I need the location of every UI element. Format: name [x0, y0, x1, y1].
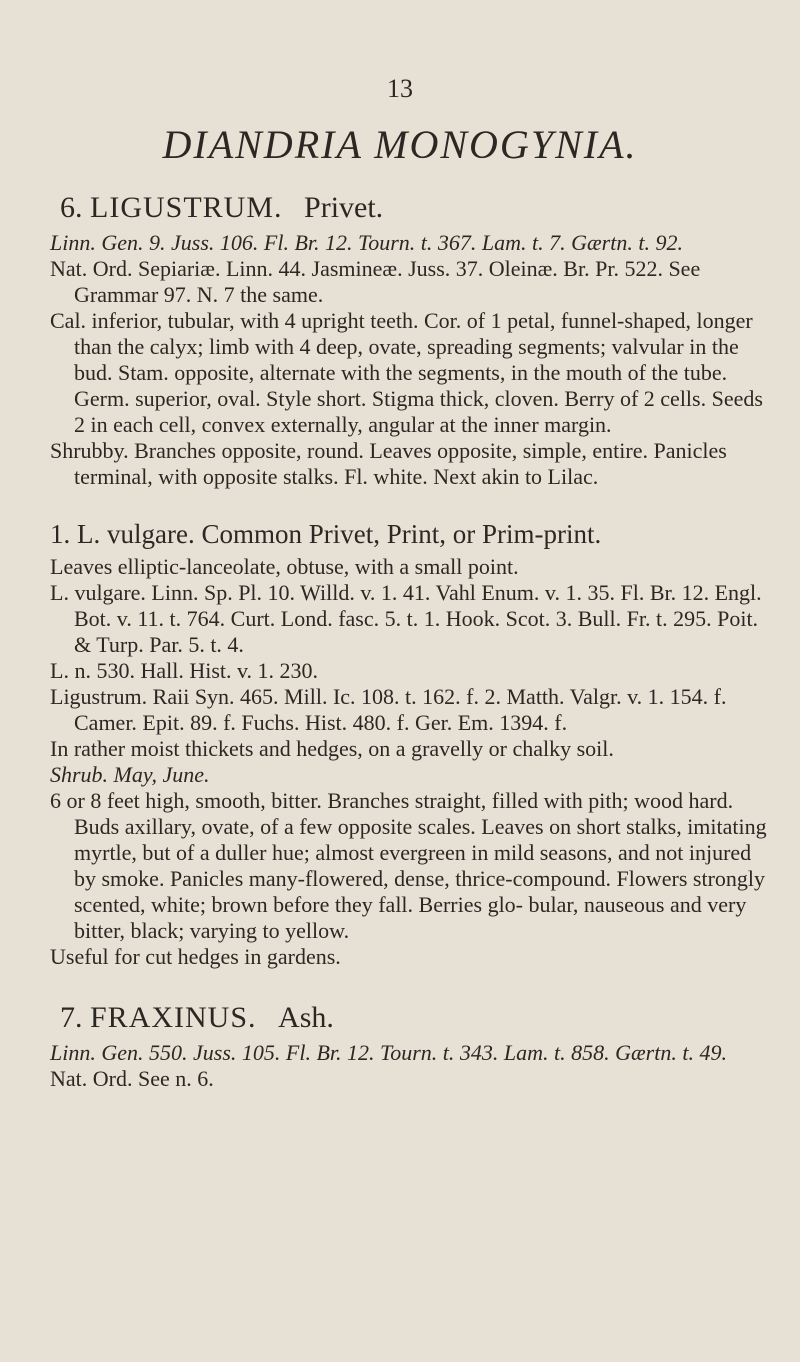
page-number: 13 — [387, 74, 413, 103]
species-flowering: Shrub. May, June. — [50, 762, 210, 787]
genus-number: 7. — [60, 1001, 83, 1034]
genus-heading-ligustrum — [60, 192, 768, 224]
genus-references: Linn. Gen. 550. Juss. 105. Fl. Br. 12. Tourn. t. 343. Lam. t. 858. Gærtn. t. 49. — [50, 1040, 727, 1065]
species-use: Useful for cut hedges in gardens. — [50, 944, 341, 969]
synonym-list-1: L. vulgare. Linn. Sp. Pl. 10. Willd. v. 1. 41. Vahl Enum. v. 1. 35. Fl. Br. 12. Engl. Bot. v. 11. t. 764. Curt. Lond. fasc. 5. t. 1. Hook. Scot. 3. Bull. Fr. t. 295. Poit. & Turp. Par. 5. t. 4. — [50, 580, 762, 657]
synonym-list-1b: L. n. 530. Hall. Hist. v. 1. 230. — [50, 658, 319, 683]
genus-number: 6. — [60, 191, 83, 224]
natural-order: Nat. Ord. Sepiariæ. Linn. 44. Jasmineæ. Juss. 37. Oleinæ. Br. Pr. 522. See Grammar 97. N. 7 the same. — [50, 256, 701, 307]
generic-character: Cal. inferior, tubular, with 4 upright teeth. Cor. of 1 petal, funnel-shaped, longer than the calyx; limb with 4 deep, ovate, spreading segments; valvular in the bud. Stam. opposite, alternate with the segments, in the mouth of the tube. Germ. superior, oval. Style short. Stigma thick, cloven. Berry of 2 cells. Seeds 2 in each cell, convex externally, angular at the inner margin. — [50, 308, 763, 437]
genus-heading-fraxinus — [60, 1002, 768, 1034]
synonym-list-2: Ligustrum. Raii Syn. 465. Mill. Ic. 108. t. 162. f. 2. Matth. Valgr. v. 1. 154. f. Camer. Epit. 89. f. Fuchs. Hist. 480. f. Ger. Em. 1394. f. — [50, 684, 727, 735]
genus-name: LIGUSTRUM. — [90, 191, 283, 224]
running-head: DIANDRIA MONOGYNIA. — [162, 122, 638, 167]
species-habitat: In rather moist thickets and hedges, on a gravelly or chalky soil. — [50, 736, 614, 761]
species-heading: 1. L. vulgare. Common Privet, Print, or Prim-print. — [50, 519, 602, 549]
genus-common-name: Privet. — [304, 191, 384, 224]
genus-common-name: Ash. — [278, 1001, 334, 1034]
genus-references: Linn. Gen. 9. Juss. 106. Fl. Br. 12. Tourn. t. 367. Lam. t. 7. Gærtn. t. 92. — [50, 230, 683, 255]
species-diagnosis: Leaves elliptic-lanceolate, obtuse, with a small point. — [50, 554, 519, 579]
natural-order: Nat. Ord. See n. 6. — [50, 1066, 214, 1091]
generic-habit: Shrubby. Branches opposite, round. Leaves opposite, simple, entire. Panicles terminal, with opposite stalks. Fl. white. Next akin to Lilac. — [50, 438, 727, 489]
genus-name: FRAXINUS. — [90, 1001, 257, 1034]
page-content — [50, 192, 768, 1092]
species-description: 6 or 8 feet high, smooth, bitter. Branches straight, filled with pith; wood hard. Buds axillary, ovate, of a few opposite scales. Leaves on short stalks, imitating myrtle, but of a duller hue; almost evergreen in mild seasons, and not injured by smoke. Panicles many-flowered, dense, thrice-compound. Flowers strongly scented, white; brown before they fall. Berries glo- bular, nauseous and very bitter, black; varying to yellow. — [50, 788, 767, 943]
